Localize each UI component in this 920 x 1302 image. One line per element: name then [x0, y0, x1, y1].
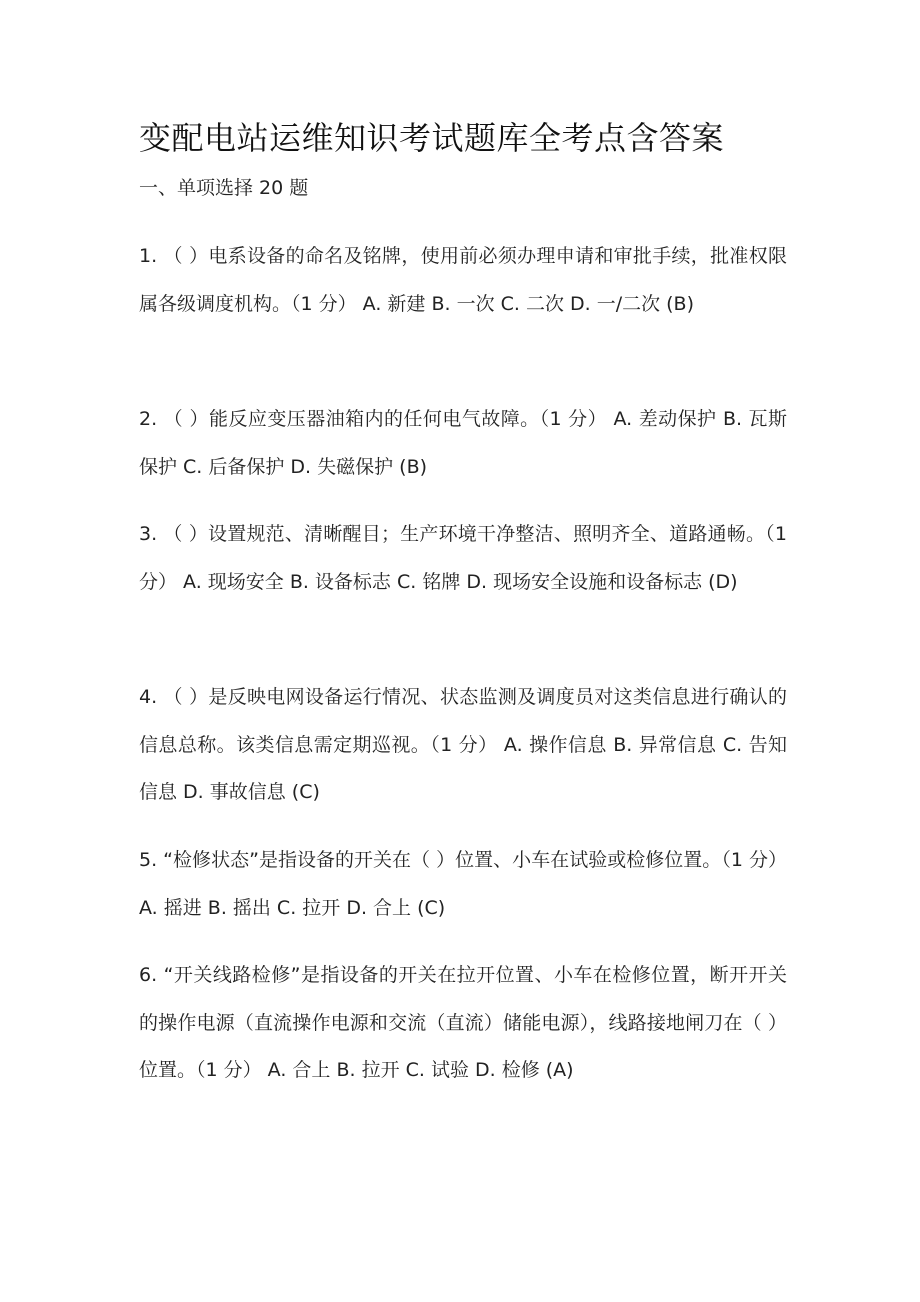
page-title: 变配电站运维知识考试题库全考点含答案 — [139, 119, 725, 157]
question-2: 2. （ ）能反应变压器油箱内的任何电气故障。（1 分） A. 差动保护 B. 瓦斯保护 C. 后备保护 D. 失磁保护 (B) — [139, 408, 787, 478]
question-3: 3. （ ）设置规范、清晰醒目；生产环境干净整洁、照明齐全、道路通畅。（1 分） A. 现场安全 B. 设备标志 C. 铭牌 D. 现场安全设施和设备标志 (D) — [139, 523, 787, 593]
question-4: 4. （ ）是反映电网设备运行情况、状态监测及调度员对这类信息进行确认的信息总称。该类信息需定期巡视。（1 分） A. 操作信息 B. 异常信息 C. 告知信息 D. 事故信息 (C) — [139, 686, 787, 803]
section-heading: 一、单项选择 20 题 — [139, 177, 309, 199]
question-1: 1. （ ）电系设备的命名及铭牌，使用前必须办理申请和审批手续，批准权限属各级调度机构。（1 分） A. 新建 B. 一次 C. 二次 D. 一/二次 (B) — [139, 245, 787, 315]
question-6: 6. “开关线路检修”是指设备的开关在拉开位置、小车在检修位置，断开开关的操作电源（直流操作电源和交流（直流）储能电源），线路接地闸刀在（ ）位置。（1 分） A. 合上 B. 拉开 C. 试验 D. 检修 (A) — [139, 964, 787, 1081]
question-5: 5. “检修状态”是指设备的开关在（ ）位置、小车在试验或检修位置。（1 分） A. 摇进 B. 摇出 C. 拉开 D. 合上 (C) — [139, 849, 787, 919]
